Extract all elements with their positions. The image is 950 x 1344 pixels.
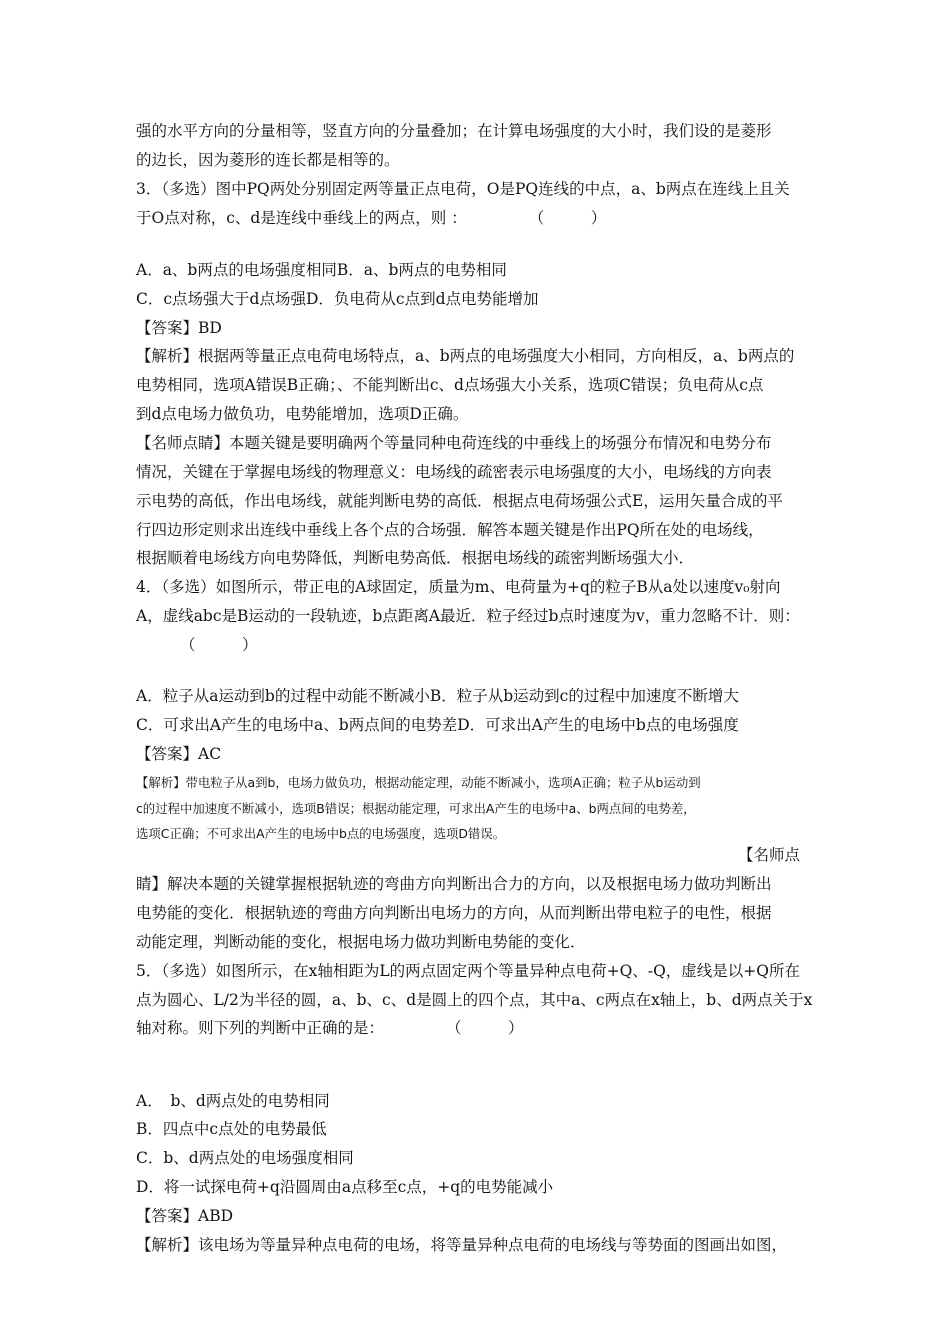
question-4-analysis: c的过程中加速度不断减小，选项B错误；根据动能定理，可求出A产生的电场中a、b两点间的电势差， [136, 801, 696, 816]
question-4-tips: 动能定理，判断动能的变化，根据电场力做功判断电势能的变化． [136, 933, 586, 951]
question-4-tips-heading: 【名师点 [737, 846, 800, 864]
question-5-option-d: D．将一试探电荷+q沿圆周由a点移至c点，+q的电势能减小 [136, 1178, 554, 1196]
question-4-tips: 电势能的变化．根据轨迹的弯曲方向判断出电场力的方向，从而判断出带电粒子的电性，根据 [136, 904, 772, 922]
question-4-options: C．可求出A产生的电场中a、b两点间的电势差D．可求出A产生的电场中b点的电场强度 [136, 716, 739, 734]
question-3-options: C．c点场强大于d点场强D．负电荷从c点到d点电势能增加 [136, 290, 539, 308]
question-5-option-b: B．四点中c点处的电势最低 [136, 1120, 327, 1138]
question-3-stem: 于O点对称，c、d是连线中垂线上的两点，则 ： （ ） [136, 209, 607, 227]
question-3-tips: 行四边形定则求出连线中垂线上各个点的合场强．解答本题关键是作出PQ所在处的电场线， [136, 521, 764, 539]
question-5-analysis: 【解析】该电场为等量异种点电荷的电场，将等量异种点电荷的电场线与等势面的图画出如图， [136, 1236, 788, 1254]
question-3-analysis: 电势相同，选项A错误B正确；、不能判断出c、d点场强大小关系，选项C错误；负电荷从c点 [136, 376, 764, 394]
question-3-tips: 根据顺着电场线方向电势降低，判断电势高低．根据电场线的疏密判断场强大小． [136, 549, 695, 567]
question-4-stem: A，虚线abc是B运动的一段轨迹，b点距离A最近．粒子经过b点时速度为v，重力忽略不计．则： [136, 607, 800, 625]
question-4-answer: 【答案】AC [136, 745, 222, 763]
question-3-stem: 3．（多选）图中PQ两处分别固定两等量正点电荷，O是PQ连线的中点，a、b两点在连线上且关 [136, 180, 790, 198]
question-3-tips: 【名师点睛】本题关键是要明确两个等量同种电荷连线的中垂线上的场强分布情况和电势分布 [136, 434, 772, 452]
question-5-stem: 点为圆心、L/2为半径的圆，a、b、c、d是圆上的四个点，其中a、c两点在x轴上，b、d两点关于x [136, 991, 813, 1009]
question-3-tips: 情况，关键在于掌握电场线的物理意义：电场线的疏密表示电场强度的大小，电场线的方向表 [136, 463, 772, 481]
question-5-option-c: C．b、d两点处的电场强度相同 [136, 1149, 354, 1167]
text-line: 的边长，因为菱形的连长都是相等的。 [136, 151, 400, 169]
question-3-answer: 【答案】BD [136, 319, 222, 337]
question-3-options: A．a、b两点的电场强度相同B．a、b两点的电势相同 [136, 261, 507, 279]
question-4-analysis: 选项C正确；不可求出A产生的电场中b点的电场强度，选项D错误。 [136, 826, 506, 841]
question-4-blank: （ ） [180, 636, 258, 654]
question-3-analysis: 到d点电场力做负功，电势能增加，选项D正确。 [136, 405, 469, 423]
question-4-tips: 睛】解决本题的关键掌握根据轨迹的弯曲方向判断出合力的方向，以及根据电场力做功判断出 [136, 875, 772, 893]
text-line: 强的水平方向的分量相等，竖直方向的分量叠加；在计算电场强度的大小时，我们设的是菱形 [136, 122, 772, 140]
question-5-stem: 5．（多选）如图所示，在x轴相距为L的两点固定两个等量异种点电荷+Q、-Q，虚线是以+Q所在 [136, 962, 800, 980]
question-4-options: A．粒子从a运动到b的过程中动能不断减小B．粒子从b运动到c的过程中加速度不断增大 [136, 687, 739, 705]
question-3-tips: 示电势的高低，作出电场线，就能判断电势的高低．根据点电荷场强公式E，运用矢量合成的平 [136, 492, 783, 510]
question-3-analysis: 【解析】根据两等量正点电荷电场特点，a、b两点的电场强度大小相同，方向相反，a、b两点的 [136, 347, 795, 365]
question-4-stem: 4．（多选）如图所示，带正电的A球固定，质量为m、电荷量为+q的粒子B从a处以速度v₀射向 [136, 578, 781, 596]
question-5-stem: 轴对称。则下列的判断中正确的是： （ ） [136, 1019, 524, 1037]
question-4-analysis: 【解析】带电粒子从a到b，电场力做负功，根据动能定理，动能不断减小，选项A正确；粒子从b运动到 [136, 775, 701, 790]
question-5-answer: 【答案】ABD [136, 1207, 234, 1225]
question-5-option-a: A． b、d两点处的电势相同 [136, 1092, 330, 1110]
